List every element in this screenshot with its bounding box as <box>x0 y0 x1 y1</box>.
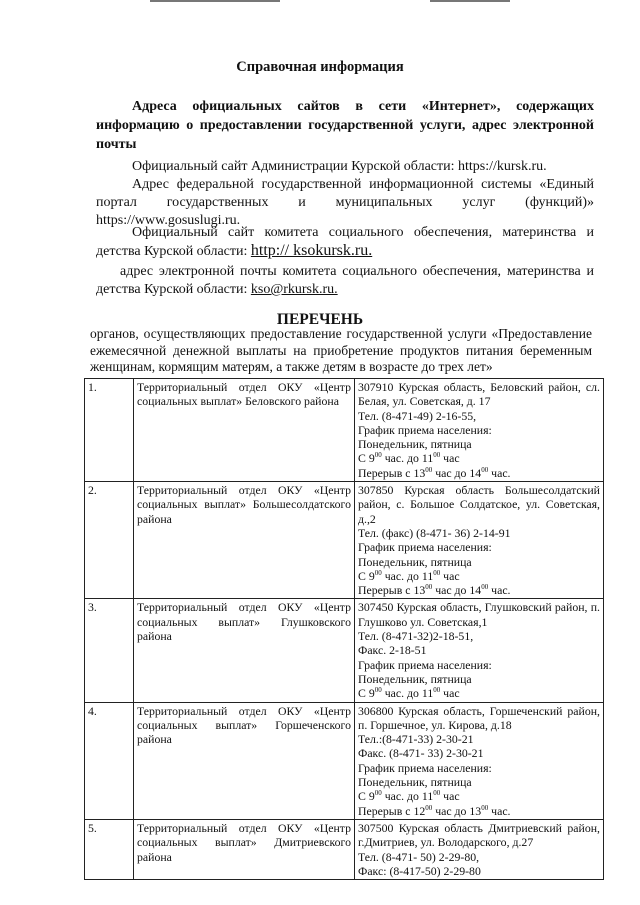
minutes-sup: 00 <box>433 451 441 460</box>
minutes-sup: 00 <box>433 568 441 577</box>
page-title: Справочная информация <box>236 59 404 75</box>
hours-from: 9 <box>368 451 375 466</box>
schedule-break <box>358 804 600 818</box>
schedule-title: График приема населения: <box>358 657 492 672</box>
schedule-days: Понедельник, пятница <box>358 775 472 790</box>
break-label: Перерыв с <box>358 465 411 480</box>
office-contacts <box>355 379 604 482</box>
break-to-label: час до <box>435 583 467 598</box>
break-to-label: час до <box>435 465 467 480</box>
hours-to-label: час. до <box>384 568 419 583</box>
schedule-break <box>358 466 600 480</box>
gosuslugi-text: Адрес федеральной государственной информационной системы «Единый портал государственных и муниципальных услуг (функций)» https://www.gosuslugi.ru. <box>96 177 594 228</box>
schedule-title: График приема населения: <box>358 760 492 775</box>
schedule-title: График приема населения: <box>358 422 492 437</box>
break-end-label: час. <box>491 803 511 818</box>
break-end-label: час. <box>491 583 511 598</box>
office-name: Территориальный отдел ОКУ «Центр социальных выплат» Дмитриевского района <box>134 819 355 879</box>
scan-edge-line <box>150 0 280 2</box>
break-end-label: час. <box>491 465 511 480</box>
office-fax: Факс. (8-471- 33) 2-30-21 <box>358 746 484 761</box>
hour-label: час <box>443 789 460 804</box>
minutes-sup: 00 <box>481 583 489 592</box>
hours-to-label: час. до <box>384 686 419 701</box>
schedule-days: Понедельник, пятница <box>358 437 472 452</box>
office-contacts <box>355 702 604 819</box>
committee-site-paragraph <box>96 224 594 261</box>
table-row <box>85 599 604 702</box>
minutes-sup: 00 <box>374 789 382 798</box>
table-row <box>85 379 604 482</box>
office-phone: Тел.:(8-471-33) 2-30-21 <box>358 732 474 747</box>
break-from: 13 <box>413 465 426 480</box>
schedule-hours <box>358 569 600 583</box>
minutes-sup: 00 <box>433 789 441 798</box>
minutes-sup: 00 <box>425 583 433 592</box>
hours-from-label: С <box>358 686 366 701</box>
hours-to: 11 <box>421 686 434 701</box>
email-paragraph <box>96 263 594 299</box>
addresses-heading: Адреса официальных сайтов в сети «Интернет», содержащих информацию о предоставлении государственной услуги, адрес электронной почты <box>96 99 594 152</box>
office-address: 307850 Курская область Большесолдатский район, с. Большое Солдатское, ул. Советская, д.,2 <box>358 483 600 526</box>
office-phone: Тел. (8-471-32)2-18-51, <box>358 629 474 644</box>
break-from: 12 <box>413 803 426 818</box>
office-contacts <box>355 482 604 599</box>
office-fax: Факс. 2-18-51 <box>358 643 427 658</box>
office-name: Территориальный отдел ОКУ «Центр социальных выплат» Беловского района <box>134 379 355 482</box>
minutes-sup: 00 <box>425 803 433 812</box>
break-from: 13 <box>413 583 426 598</box>
office-fax: Факс: (8-417-50) 2-29-80 <box>358 863 481 878</box>
minutes-sup: 00 <box>481 465 489 474</box>
schedule-hours <box>358 789 600 803</box>
hours-from-label: С <box>358 568 366 583</box>
row-number: 2. <box>85 482 134 599</box>
row-number: 4. <box>85 702 134 819</box>
row-number: 3. <box>85 599 134 702</box>
hours-from-label: С <box>358 789 366 804</box>
office-address: 307500 Курская область Дмитриевский район, г.Дмитриев, ул. Володарского, д.27 <box>358 820 600 850</box>
list-description: органов, осуществляющих предоставление государственной услуги «Предоставление ежемесячной денежной выплаты на приобретение продуктов питания беременным женщинам, кормящим матерям, а также детям в возрасте до трех лет» <box>90 326 592 374</box>
break-to-label: час до <box>435 803 467 818</box>
email-text: адрес электронной почты комитета социального обеспечения, материнства и детства Курской области: <box>96 264 594 297</box>
schedule-days: Понедельник, пятница <box>358 554 472 569</box>
hours-from: 9 <box>368 789 375 804</box>
committee-site-link[interactable]: http:// ksokursk.ru. <box>250 242 373 259</box>
hours-to: 11 <box>421 789 434 804</box>
office-contacts <box>355 819 604 879</box>
office-name: Территориальный отдел ОКУ «Центр социальных выплат» Горшеченского района <box>134 702 355 819</box>
office-phone: Тел. (факс) (8-471- 36) 2-14-91 <box>358 525 511 540</box>
office-address: 307910 Курская область, Беловский район, сл. Белая, ул. Советская, д. 17 <box>358 380 600 409</box>
minutes-sup: 00 <box>374 686 382 695</box>
break-to: 14 <box>469 465 482 480</box>
table-row <box>85 482 604 599</box>
hours-to-label: час. до <box>384 451 419 466</box>
email-link[interactable]: kso@rkursk.ru. <box>250 282 338 297</box>
minutes-sup: 00 <box>481 803 489 812</box>
schedule-days: Понедельник, пятница <box>358 671 472 686</box>
office-address: 307450 Курская область, Глушковский район, п. Глушково ул. Советская,1 <box>358 600 600 629</box>
row-number: 5. <box>85 819 134 879</box>
list-title: ПЕРЕЧЕНЬ <box>276 311 364 328</box>
minutes-sup: 00 <box>425 465 433 474</box>
minutes-sup: 00 <box>374 451 382 460</box>
schedule-hours <box>358 451 600 465</box>
scan-edge-line <box>430 0 510 2</box>
office-phone: Тел. (8-471-49) 2-16-55, <box>358 408 477 423</box>
schedule-title: График приема населения: <box>358 540 492 555</box>
hours-from: 9 <box>368 686 375 701</box>
admin-site-text: Официальный сайт Администрации Курской области: https://kursk.ru. <box>132 159 547 174</box>
table-row <box>85 702 604 819</box>
break-label: Перерыв с <box>358 583 411 598</box>
hour-label: час <box>443 568 460 583</box>
hours-from: 9 <box>368 568 375 583</box>
hours-to: 11 <box>421 451 434 466</box>
hours-to: 11 <box>421 568 434 583</box>
office-name: Территориальный отдел ОКУ «Центр социальных выплат» Большесолдатского района <box>134 482 355 599</box>
minutes-sup: 00 <box>374 568 382 577</box>
office-phone: Тел. (8-471- 50) 2-29-80, <box>358 849 480 864</box>
hours-to-label: час. до <box>384 789 419 804</box>
schedule-hours <box>358 686 600 700</box>
hour-label: час <box>443 686 460 701</box>
break-to: 13 <box>469 803 482 818</box>
row-number: 1. <box>85 379 134 482</box>
committee-site-text: Официальный сайт комитета социального обеспечения, материнства и детства Курской области: <box>96 225 594 259</box>
office-name: Территориальный отдел ОКУ «Центр социальных выплат» Глушковского района <box>134 599 355 702</box>
hours-from-label: С <box>358 451 366 466</box>
break-to: 14 <box>469 583 482 598</box>
minutes-sup: 00 <box>433 686 441 695</box>
offices-table <box>84 378 604 880</box>
office-contacts <box>355 599 604 702</box>
hour-label: час <box>443 451 460 466</box>
schedule-break <box>358 583 600 597</box>
office-address: 306800 Курская область, Горшеченский район, п. Горшечное, ул. Кирова, д.18 <box>358 703 600 732</box>
break-label: Перерыв с <box>358 803 411 818</box>
table-row <box>85 819 604 879</box>
